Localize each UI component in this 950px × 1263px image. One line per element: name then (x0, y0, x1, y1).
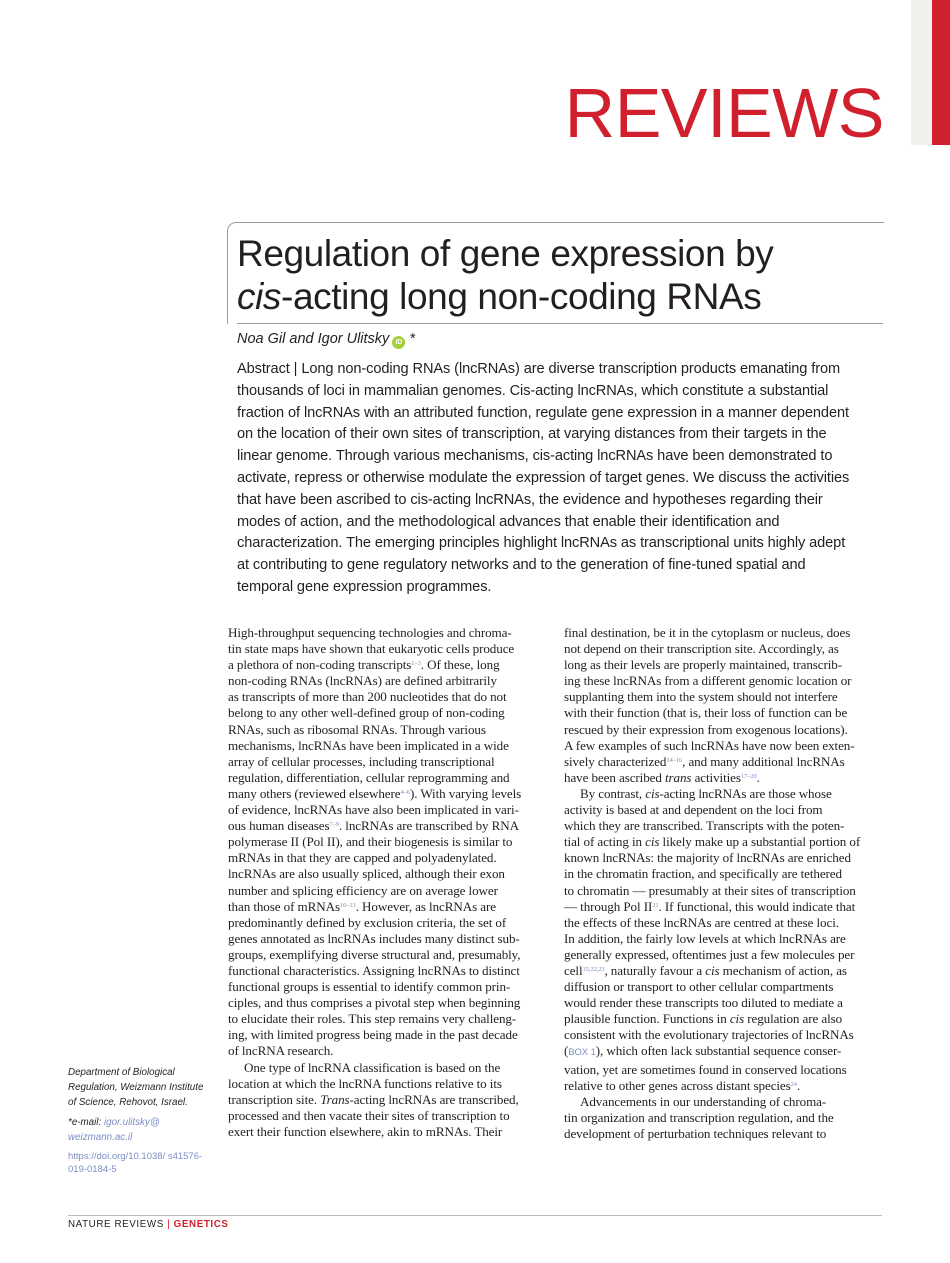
paragraph: final destination, be it in the cytoplasm or nucleus, does not depend on their transcription site. Accordingly, as long as their levels are properly maintained, transcrib- ing these lncRNAs from a different genomic location or supplanting them into the system should not interfere with their function (that is, their loss of function can be rescued by their expression from exogenous locations). A few examples of such lncRNAs have now been exten- sively characterized$^{14-16}$, and many additional lncRNAs have been ascribed trans activities$^{17-20}$. (564, 625, 855, 785)
citation-link[interactable]: 24 (790, 1080, 797, 1088)
paragraph: High-throughput sequencing technologies and chroma- tin state maps have shown that eukaryotic cells produce a plethora of non-coding transcripts$^{1-3}$. Of these, long non-coding RNAs (lncRNAs) are defined arbitrarily as transcripts of more than 200 nucleotides that do not belong to any other well-defined group of non-coding RNAs, such as ribosomal RNAs. Through various mechanisms, lncRNAs have been implicated in a wide array of cellular processes, including transcriptional regulation, differentiation, cellular reprogramming and many others (reviewed elsewhere$^{4-6}$). With varying levels of evidence, lncRNAs have also been implicated in vari- ous human diseases$^{7-9}$. lncRNAs are transcribed by RNA polymerase II (Pol II), and their biogenesis is similar to mRNAs in that they are capped and polyadenylated. lncRNAs are also usually spliced, although their exon number and splicing efficiency are on average lower than those of mRNAs$^{10-13}$. However, as lncRNAs are predominantly defined by exclusion criteria, the set of genes annotated as lncRNAs includes many distinct sub- groups, exemplifying diverse structural and, presumably, functional characteristics. Assigning lncRNAs to distinct functional groups is essential to identify common prin- ciples, and thus comprises a pivotal step when beginning to elucidate their roles. This step remains very challeng- ing, with limited progress being made in the past decade of lncRNA research. (228, 625, 522, 1059)
paragraph: By contrast, cis-acting lncRNAs are those whose activity is based at and dependent on the loci from which they are transcribed. Transcripts with the poten- tial of acting in cis likely make up a substantial portion of known lncRNAs: the majority of lncRNAs are enriched in the chromatin fraction, and specifically are tethered to chromatin — presumably at their sites of transcription — through Pol II$^{21}$. If functional, this would indicate that the effects of these lncRNAs are centred at these loci. In addition, the fairly low levels at which lncRNAs are generally expressed, oftentimes just a few molecules per cell$^{15,22,23}$, naturally favour a cis mechanism of action, as diffusion or transport to other cellular compartments would render these transcripts too diluted to mediate a plausible function. Functions in cis regulation are also consistent with the evolutionary trajectories of lncRNAs (BOX 1), which often lack substantial sequence conser- vation, yet are sometimes found in conserved locations relative to other genes across distant species$^{24}$. (564, 785, 861, 1093)
author-names: Noa Gil and Igor Ulitsky (237, 331, 390, 347)
citation-link[interactable]: 7–9 (329, 821, 339, 829)
author-line (237, 331, 415, 349)
article-title (237, 232, 877, 318)
email-line: *e-mail: igor.ulitsky@ weizmann.ac.il (68, 1117, 160, 1143)
section-header: REVIEWS (564, 74, 884, 152)
citation-link[interactable]: 17–20 (740, 772, 757, 780)
title-divider (237, 323, 883, 324)
citation-link[interactable]: 1–3 (411, 660, 421, 668)
affiliation-sidebar (68, 1065, 204, 1181)
body-column-left (228, 625, 546, 1140)
abstract-line: at contributing to gene regulatory networks and to the generation of fine-tuned spatial and (237, 557, 806, 574)
citation-link[interactable]: 4–6 (400, 788, 410, 796)
paragraph: Advancements in our understanding of chroma- tin organization and transcription regulation, and the development of perturbation techniques relevant to (564, 1093, 834, 1141)
journal-section: GENETICS (173, 1219, 229, 1230)
orcid-icon[interactable]: iD (392, 336, 405, 349)
body-column-right (564, 625, 882, 1142)
journal-name: NATURE REVIEWS (68, 1219, 164, 1230)
title-line-1: Regulation of gene expression by (237, 233, 774, 274)
abstract-line: thousands of loci in mammalian genomes. Cis-acting lncRNAs, which constitute a substantial (237, 382, 829, 399)
abstract-line: activate, repress or otherwise modulate the expression of target genes. We discuss the activities (237, 469, 850, 486)
abstract-line: Abstract | Long non-coding RNAs (lncRNAs) are diverse transcription products emanating from (237, 361, 841, 377)
doi-link[interactable]: https://doi.org/10.1038/ s41576-019-0184-5 (68, 1151, 203, 1175)
citation-link[interactable]: 15,22,23 (582, 965, 605, 973)
title-line-2: cis-acting long non-coding RNAs (237, 276, 762, 317)
corresponding-mark: * (409, 331, 415, 347)
abstract-line: linear genome. Through various mechanisms, cis-acting lncRNAs have been demonstrated to (237, 448, 833, 465)
abstract (237, 359, 883, 599)
abstract-line: characterization. The emerging principles highlight lncRNAs as transcriptional units highly adept (237, 535, 846, 552)
email-link[interactable]: igor.ulitsky@ weizmann.ac.il (68, 1117, 160, 1143)
footer (68, 1219, 229, 1230)
citation-link[interactable]: 10–13 (339, 901, 356, 909)
abstract-line: temporal gene expression programmes. (237, 578, 492, 595)
paragraph: One type of lncRNA classification is based on the location at which the lncRNA functions relative to its transcription site. Trans-acting lncRNAs are transcribed, processed and then vacate their sites of transcription to exert their function elsewhere, akin to mRNAs. Their (228, 1059, 519, 1139)
box-link[interactable]: BOX 1 (568, 1047, 596, 1059)
abstract-line: fraction of lncRNAs with an attributed function, regulate gene expression in a manner dependent (237, 404, 849, 421)
citation-link[interactable]: 14–16 (666, 756, 683, 764)
abstract-line: on the location of their own sites of transcription, at varying distances from their targets in the (237, 426, 827, 443)
citation-link[interactable]: 21 (652, 901, 659, 909)
section-color-bar (932, 0, 950, 145)
footer-separator: | (167, 1219, 171, 1230)
affiliation-text: Department of Biological Regulation, Weizmann Institute of Science, Rehovot, Israel. (68, 1067, 204, 1108)
abstract-line: that have been ascribed to cis-acting lncRNAs, the evidence and hypotheses regarding their (237, 491, 823, 508)
abstract-line: modes of action, and the methodological advances that enable their identification and (237, 513, 780, 530)
footer-divider (68, 1215, 882, 1216)
